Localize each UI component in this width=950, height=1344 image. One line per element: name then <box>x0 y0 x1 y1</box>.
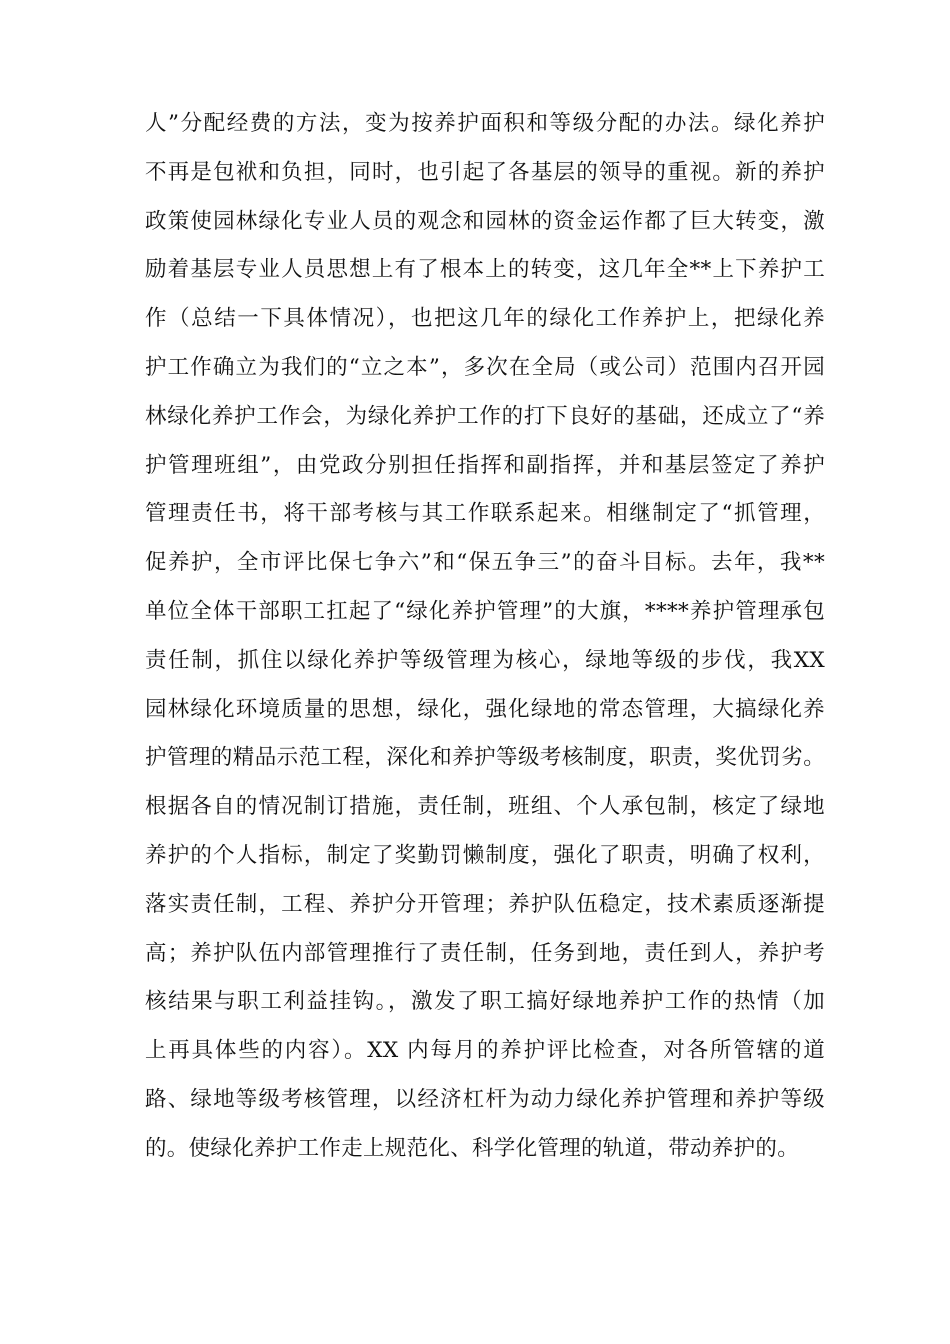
text-line: 护工作确立为我们的“立之本”，多次在全局（或公司）范围内召开园 <box>145 354 825 380</box>
text-line: 护管理的精品示范工程，深化和养护等级考核制度，职责，奖优罚劣。 <box>145 745 825 771</box>
text-line: 养护的个人指标，制定了奖勤罚懒制度，强化了职责，明确了权利， <box>145 842 825 868</box>
text-line: 人”分配经费的方法，变为按养护面积和等级分配的办法。绿化养护 <box>145 111 825 136</box>
text-line: 责任制，抓住以绿化养护等级管理为核心，绿地等级的步伐，我XX <box>145 647 825 673</box>
text-line: 高；养护队伍内部管理推行了责任制，任务到地，责任到人，养护考 <box>145 940 825 966</box>
text-line: 作（总结一下具体情况），也把这几年的绿化工作养护上，把绿化养 <box>145 306 825 332</box>
text-line: 单位全体干部职工扛起了“绿化养护管理”的大旗，****养护管理承包 <box>145 598 825 624</box>
text-line: 促养护，全市评比保七争六”和“保五争三”的奋斗目标。去年，我** <box>145 550 825 576</box>
text-line: 政策使园林绿化专业人员的观念和园林的资金运作都了巨大转变，激 <box>145 208 825 234</box>
text-line: 根据各自的情况制订措施，责任制，班组、个人承包制，核定了绿地 <box>145 794 825 820</box>
text-line: 的。使绿化养护工作走上规范化、科学化管理的轨道，带动养护的。 <box>145 1135 800 1161</box>
text-line: 护管理班组”，由党政分别担任指挥和副指挥，并和基层签定了养护 <box>145 452 825 478</box>
text-line: 上再具体些的内容）。XX 内每月的养护评比检查，对各所管辖的道 <box>145 1038 825 1064</box>
text-line: 管理责任书，将干部考核与其工作联系起来。相继制定了“抓管理， <box>145 501 825 527</box>
text-line: 园林绿化环境质量的思想，绿化，强化绿地的常态管理，大搞绿化养 <box>145 696 825 722</box>
text-line: 落实责任制，工程、养护分开管理；养护队伍稳定，技术素质逐渐提 <box>145 891 825 917</box>
text-line: 不再是包袱和负担，同时，也引起了各基层的领导的重视。新的养护 <box>145 159 825 185</box>
text-line: 林绿化养护工作会，为绿化养护工作的打下良好的基础，还成立了“养 <box>145 403 825 429</box>
body-paragraph <box>145 100 825 1174</box>
text-line: 路、绿地等级考核管理，以经济杠杆为动力绿化养护管理和养护等级 <box>145 1086 825 1112</box>
text-line: 励着基层专业人员思想上有了根本上的转变，这几年全**上下养护工 <box>145 257 825 283</box>
text-line: 核结果与职工利益挂钩。，激发了职工搞好绿地养护工作的热情（加 <box>145 989 825 1015</box>
